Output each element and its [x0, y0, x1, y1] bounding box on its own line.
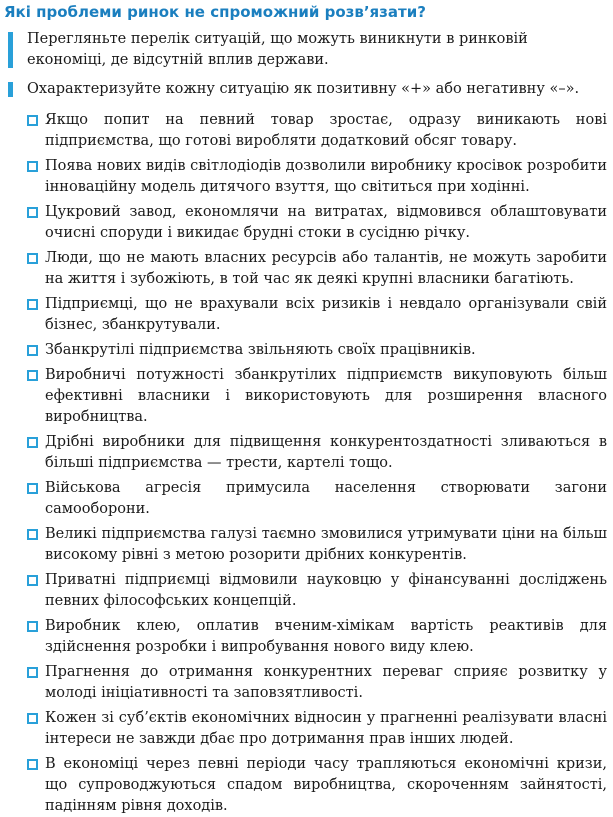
checkbox-icon[interactable]: [27, 253, 38, 264]
checkbox-icon[interactable]: [27, 667, 38, 678]
list-item: [4, 708, 607, 750]
checkbox-icon[interactable]: [27, 161, 38, 172]
section-title: Які проблеми ринок не спроможний розв’язати?: [4, 3, 426, 21]
instruction-text: Перегляньте перелік ситуацій, що можуть виникнути в ринковій економіці, де відсутній вплив держави.: [27, 31, 528, 68]
item-text: Виробник клею, оплатив вченим-хімікам вартість реактивів для здійснення розробки і випробування нового виду клею.: [45, 618, 607, 655]
list-item: [4, 110, 607, 152]
item-text: Кожен зі суб’єктів економічних відносин у прагненні реалізувати власні інтереси не завжди дбає про дотримання прав інших людей.: [45, 710, 607, 747]
item-text: Цукровий завод, економлячи на витратах, відмовився облаштовувати очисні споруди і викидає брудні стоки в сусідню річку.: [45, 204, 607, 241]
item-text: Виробничі потужності збанкрутілих підприємств викуповують більш ефективні власники і використовують для розширення власного виробництва.: [45, 367, 607, 425]
item-text: Збанкрутілі підприємства звільняють своїх працівників.: [45, 342, 476, 358]
item-text: Військова агресія примусила населення створювати загони самооборони.: [45, 480, 607, 517]
list-item: [4, 662, 607, 704]
list-item: [4, 616, 607, 658]
list-item: [4, 524, 607, 566]
situation-list: [4, 110, 607, 817]
checkbox-icon[interactable]: [27, 207, 38, 218]
list-item: [4, 202, 607, 244]
list-item: [4, 478, 607, 520]
item-text: Прагнення до отримання конкурентних переваг сприяє розвитку у молоді ініціативності та заповзятливості.: [45, 664, 607, 701]
item-text: Якщо попит на певний товар зростає, одразу виникають нові підприємства, що готові виробляти додатковий обсяг товару.: [45, 112, 607, 149]
list-item: [4, 570, 607, 612]
instruction-2: [4, 79, 607, 100]
instruction-marker: [8, 32, 13, 68]
item-text: Підприємці, що не врахували всіх ризиків і невдало організували свій бізнес, збанкрутували.: [45, 296, 607, 333]
checkbox-icon[interactable]: [27, 345, 38, 356]
checkbox-icon[interactable]: [27, 621, 38, 632]
instruction-text: Охарактеризуйте кожну ситуацію як позитивну «+» або негативну «–».: [27, 81, 580, 97]
checkbox-icon[interactable]: [27, 370, 38, 381]
checkbox-icon[interactable]: [27, 529, 38, 540]
item-text: В економіці через певні періоди часу трапляються економічні кризи, що супроводжуються спадом виробництва, скороченням зайнятості, падінням рівня доходів.: [45, 756, 607, 814]
item-text: Люди, що не мають власних ресурсів або талантів, не можуть заробити на життя і зубожіють, в той час як деякі крупні власники багатіють.: [45, 250, 607, 287]
item-text: Дрібні виробники для підвищення конкурентоздатності зливаються в більші підприємства — трести, картелі тощо.: [45, 434, 607, 471]
checkbox-icon[interactable]: [27, 713, 38, 724]
list-item: [4, 340, 607, 361]
checkbox-icon[interactable]: [27, 115, 38, 126]
checkbox-icon[interactable]: [27, 299, 38, 310]
checkbox-icon[interactable]: [27, 575, 38, 586]
list-item: [4, 156, 607, 198]
list-item: [4, 754, 607, 817]
instruction-marker: [8, 82, 13, 97]
list-item: [4, 365, 607, 428]
checkbox-icon[interactable]: [27, 437, 38, 448]
instruction-1: [4, 29, 607, 71]
list-item: [4, 432, 607, 474]
list-item: [4, 294, 607, 336]
item-text: Приватні підприємці відмовили науковцю у фінансуванні досліджень певних філософських концепцій.: [45, 572, 607, 609]
checkbox-icon[interactable]: [27, 759, 38, 770]
list-item: [4, 248, 607, 290]
item-text: Великі підприємства галузі таємно змовилися утримувати ціни на більш високому рівні з метою розорити дрібних конкурентів.: [45, 526, 607, 563]
checkbox-icon[interactable]: [27, 483, 38, 494]
item-text: Поява нових видів світлодіодів дозволили виробнику кросівок розробити інноваційну модель дитячого взуття, що світиться при ходінні.: [45, 158, 607, 195]
